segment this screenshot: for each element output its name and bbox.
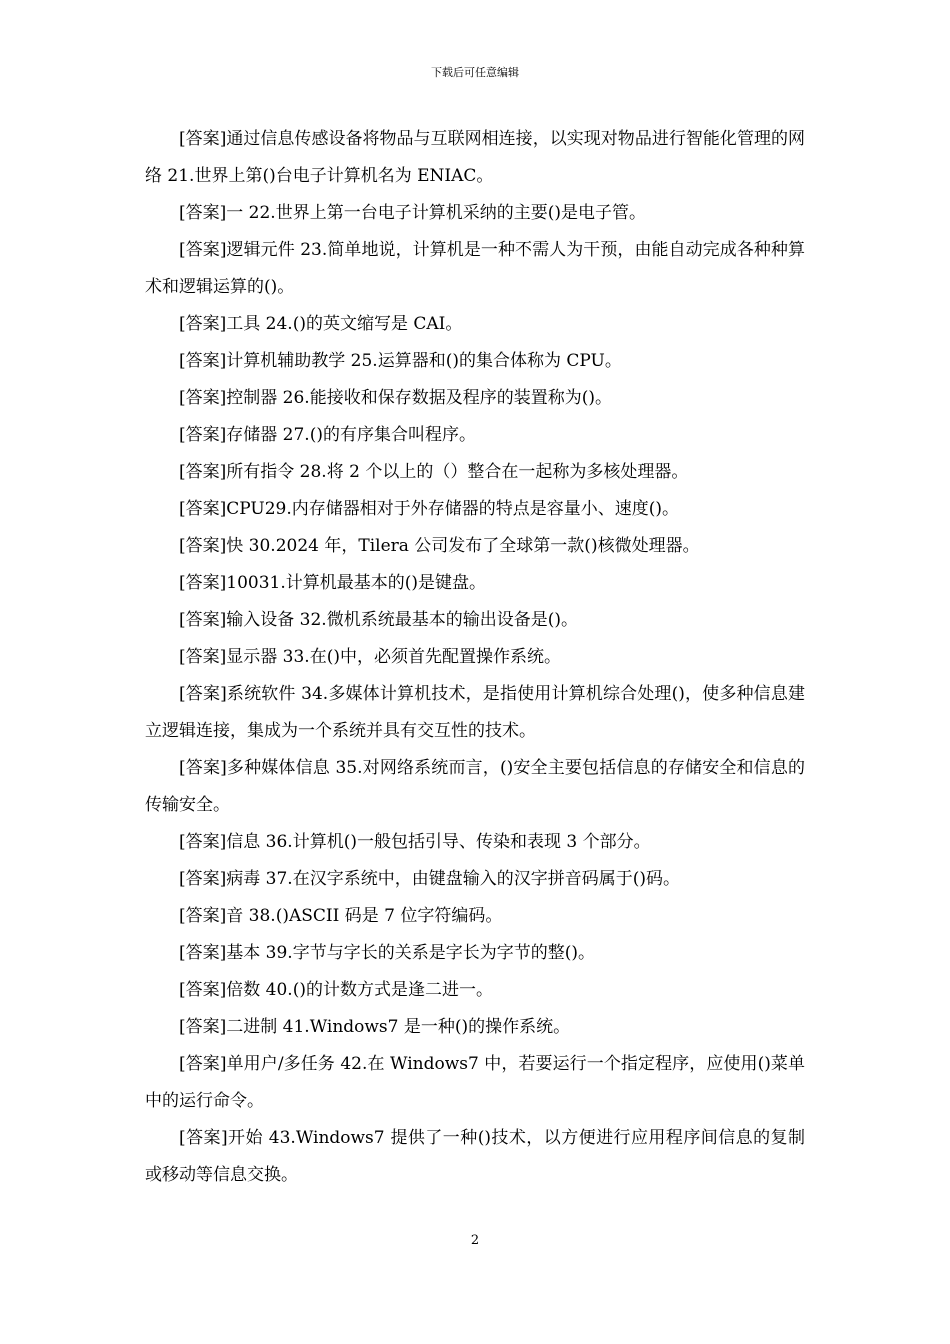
paragraph: [答案]病毒 37.在汉字系统中，由键盘输入的汉字拼音码属于()码。 <box>179 869 680 889</box>
paragraph: [答案]基本 39.字节与字长的关系是字长为字节的整()。 <box>179 943 595 963</box>
paragraph: [答案]单用户/多任务 42.在 Windows7 中，若要运行一个指定程序，应使用()菜单中的运行命令。 <box>145 1054 805 1111</box>
paragraph: [答案]CPU29.内存储器相对于外存储器的特点是容量小、速度()。 <box>179 499 680 519</box>
paragraph: [答案]多种媒体信息 35.对网络系统而言，()安全主要包括信息的存储安全和信息的传输安全。 <box>145 758 805 815</box>
paragraph: [答案]系统软件 34.多媒体计算机技术，是指使用计算机综合处理()，使多种信息建立逻辑连接，集成为一个系统并具有交互性的技术。 <box>145 684 805 741</box>
paragraph: [答案]一 22.世界上第一台电子计算机采纳的主要()是电子管。 <box>179 203 646 223</box>
page-header: 下载后可任意编辑 <box>431 66 519 79</box>
page-number: 2 <box>470 1233 480 1248</box>
paragraph: [答案]工具 24.()的英文缩写是 CAI。 <box>179 314 463 334</box>
paragraph: [答案]倍数 40.()的计数方式是逢二进一。 <box>179 980 493 1000</box>
paragraph: [答案]通过信息传感设备将物品与互联网相连接，以实现对物品进行智能化管理的网络 21.世界上第()台电子计算机名为 ENIAC。 <box>145 129 805 186</box>
paragraph: [答案]存储器 27.()的有序集合叫程序。 <box>179 425 476 445</box>
paragraph: [答案]二进制 41.Windows7 是一种()的操作系统。 <box>179 1017 571 1037</box>
paragraph: [答案]显示器 33.在()中，必须首先配置操作系统。 <box>179 647 561 667</box>
document-body <box>145 121 805 1194</box>
paragraph: [答案]控制器 26.能接收和保存数据及程序的装置称为()。 <box>179 388 612 408</box>
paragraph: [答案]所有指令 28.将 2 个以上的（）整合在一起称为多核处理器。 <box>179 462 689 482</box>
paragraph: [答案]信息 36.计算机()一般包括引导、传染和表现 3 个部分。 <box>179 832 651 852</box>
paragraph: [答案]音 38.()ASCII 码是 7 位字符编码。 <box>179 906 503 926</box>
paragraph: [答案]计算机辅助教学 25.运算器和()的集合体称为 CPU。 <box>179 351 622 371</box>
paragraph: [答案]快 30.2024 年，Tilera 公司发布了全球第一款()核微处理器。 <box>179 536 700 556</box>
paragraph: [答案]逻辑元件 23.简单地说，计算机是一种不需人为干预，由能自动完成各种种算术和逻辑运算的()。 <box>145 240 805 297</box>
paragraph: [答案]输入设备 32.微机系统最基本的输出设备是()。 <box>179 610 578 630</box>
paragraph: [答案]开始 43.Windows7 提供了一种()技术，以方便进行应用程序间信息的复制或移动等信息交换。 <box>145 1128 805 1185</box>
paragraph: [答案]10031.计算机最基本的()是键盘。 <box>179 573 487 593</box>
